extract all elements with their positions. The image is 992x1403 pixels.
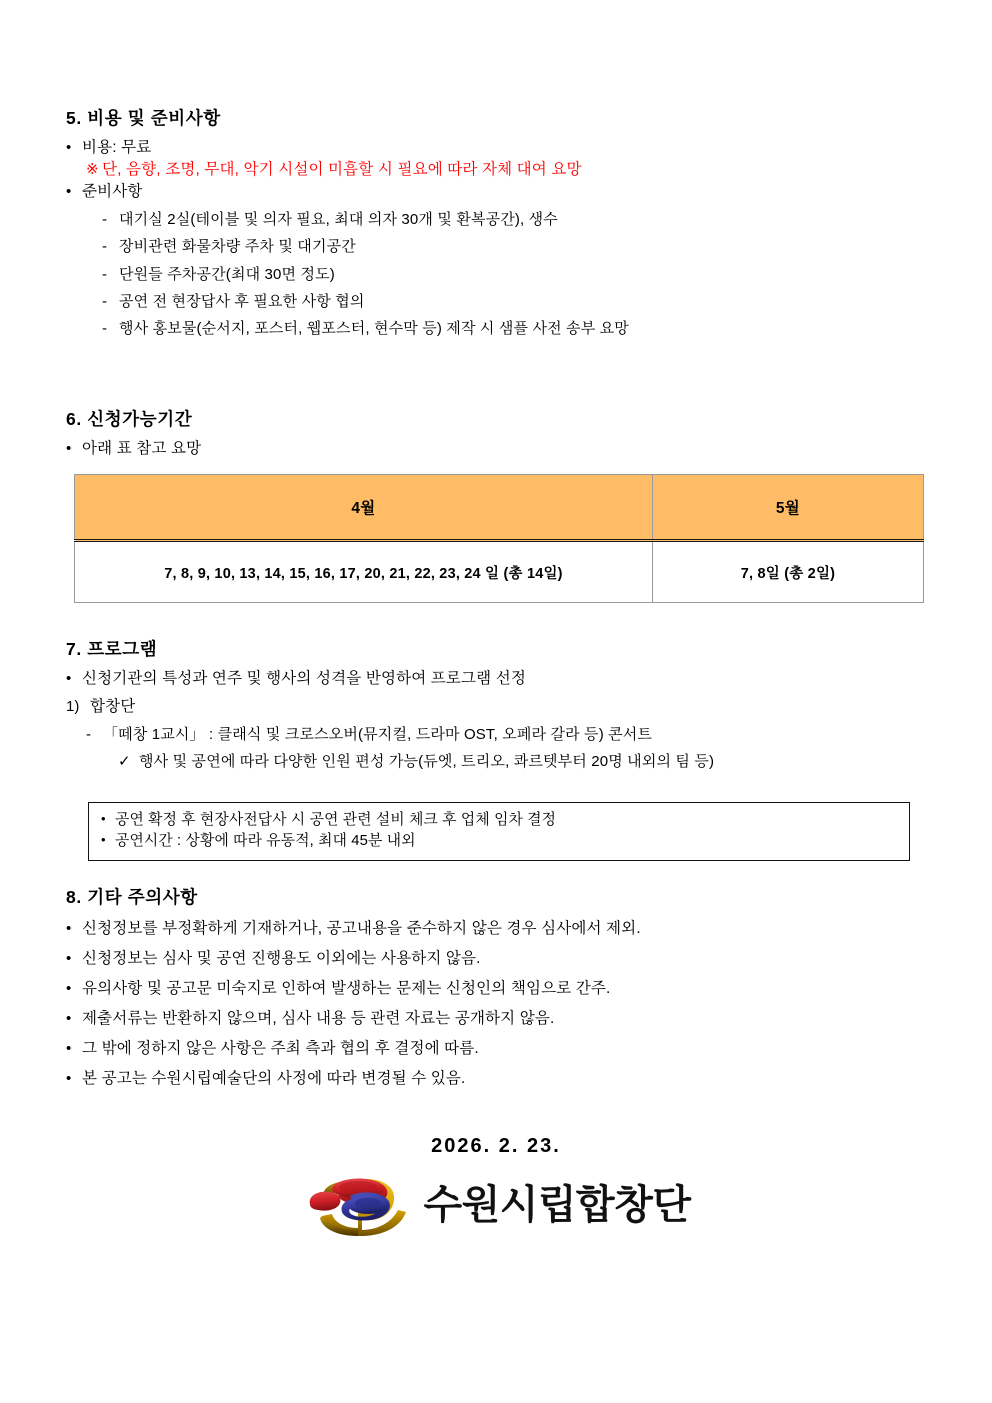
organization-signature — [0, 1172, 992, 1238]
section-8-item — [66, 918, 946, 940]
section-7-note-box — [88, 802, 910, 861]
section-5-heading: 5. 비용 및 준비사항 — [66, 108, 221, 128]
section-8-item-text: 그 밖에 정하지 않은 사항은 주최 측과 협의 후 결정에 따름. — [82, 1040, 479, 1057]
section-8-heading: 8. 기타 주의사항 — [66, 887, 198, 907]
section-8-item-text: 본 공고는 수원시립예술단의 사정에 따라 변경될 수 있음. — [82, 1070, 466, 1087]
bullet-marker: • — [66, 920, 72, 937]
section-5-item — [66, 181, 926, 203]
section-8-item — [66, 948, 946, 970]
dash-marker: - — [86, 726, 91, 743]
section-5-subitem — [102, 318, 926, 339]
section-5-item-text: 준비사항 — [82, 183, 143, 200]
bullet-marker: • — [66, 183, 72, 200]
section-5-subitem — [102, 236, 926, 257]
bullet-marker: • — [66, 1040, 72, 1057]
table-header-row — [75, 475, 924, 541]
section-5-subitem — [102, 209, 926, 230]
application-period-table — [74, 474, 924, 603]
section-5-item — [66, 137, 926, 159]
note-box-item-text: 공연 확정 후 현장사전답사 시 공연 관련 설비 체크 후 업체 임차 결정 — [115, 812, 557, 828]
dash-marker: - — [102, 211, 107, 228]
section-6 — [66, 409, 926, 460]
section-8-item-text: 유의사항 및 공고문 미숙지로 인하여 발생하는 문제는 신청인의 책임으로 간주. — [82, 980, 611, 997]
section-5-subitem-text: 장비관련 화물차량 주차 및 대기공간 — [119, 238, 356, 256]
section-5 — [66, 108, 926, 339]
section-6-item-text: 아래 표 참고 요망 — [82, 440, 202, 457]
section-8-item-text: 신청정보를 부정확하게 기재하거나, 공고내용을 준수하지 않은 경우 심사에서 제외. — [82, 920, 641, 937]
bullet-marker: • — [66, 950, 72, 967]
section-7-subitem — [86, 724, 946, 745]
section-5-subitem-text: 대기실 2실(테이블 및 의자 필요, 최대 의자 30개 및 환복공간), 생수 — [119, 211, 558, 228]
bullet-marker: • — [66, 440, 72, 457]
document-footer — [0, 1135, 992, 1238]
section-5-note-text: 단, 음향, 조명, 무대, 악기 시설이 미흡할 시 필요에 따라 자체 대여 요망 — [102, 161, 582, 178]
check-mark-icon: ✓ — [118, 753, 131, 771]
suwon-civic-chorale-logo-icon — [302, 1172, 414, 1238]
bullet-marker: • — [66, 980, 72, 997]
dash-marker: - — [102, 292, 107, 310]
bullet-marker: • — [66, 1070, 72, 1087]
section-5-subitem — [102, 291, 926, 312]
bullet-marker: • — [66, 139, 72, 156]
section-8-item — [66, 1008, 946, 1030]
section-5-subitem-text: 단원들 주차공간(최대 30면 정도) — [119, 265, 335, 283]
section-5-note — [86, 159, 926, 181]
dash-marker: - — [102, 238, 107, 256]
table-header — [75, 475, 924, 541]
section-5-item-text: 비용: 무료 — [82, 139, 152, 156]
section-8-item-text: 제출서류는 반환하지 않으며, 심사 내용 등 관련 자료는 공개하지 않음. — [82, 1010, 555, 1027]
dash-marker: - — [102, 320, 107, 338]
note-box-item — [101, 831, 899, 852]
table-header-april: 4월 — [75, 475, 653, 541]
table-row — [75, 541, 924, 603]
section-8-item — [66, 1038, 946, 1060]
section-7 — [66, 639, 946, 773]
table-cell-april-days: 7, 8, 9, 10, 13, 14, 15, 16, 17, 20, 21, 22, 23, 24 일 (총 14일) — [75, 541, 653, 603]
section-7-checkitem — [118, 751, 946, 772]
application-period-table-wrapper — [74, 474, 917, 603]
section-7-subitem-text: 「떼창 1교시」 : 클래식 및 크로스오버(뮤지컬, 드라마 OST, 오페라 갈라 등) 콘서트 — [103, 726, 653, 743]
number-marker: 1) — [66, 698, 80, 715]
section-5-subitem-text: 행사 홍보물(순서지, 포스터, 웹포스터, 현수막 등) 제작 시 샘플 사전 송부 요망 — [119, 320, 629, 338]
issue-date: 2026. 2. 23. — [431, 1135, 561, 1157]
section-8 — [66, 887, 946, 1090]
section-7-numbered-item-text: 합창단 — [90, 698, 136, 715]
section-7-checkitem-text: 행사 및 공연에 따라 다양한 인원 편성 가능(듀엣, 트리오, 콰르텟부터 20명 내외의 팀 등) — [139, 753, 715, 771]
section-7-heading: 7. 프로그램 — [66, 639, 158, 659]
section-6-heading: 6. 신청가능기간 — [66, 409, 193, 429]
section-8-item-text: 신청정보는 심사 및 공연 진행용도 이외에는 사용하지 않음. — [82, 950, 481, 967]
note-box-item — [101, 810, 899, 831]
dash-marker: - — [102, 265, 107, 283]
bullet-marker: • — [66, 670, 72, 687]
section-7-numbered-item — [66, 696, 946, 718]
table-cell-may-days: 7, 8일 (총 2일) — [653, 541, 924, 603]
table-header-may: 5월 — [653, 475, 924, 541]
organization-name: 수원시립합창단 — [423, 1183, 691, 1227]
section-7-note-box-wrapper — [88, 802, 910, 861]
section-7-item — [66, 668, 946, 690]
section-5-subitem-text: 공연 전 현장답사 후 필요한 사항 협의 — [119, 292, 365, 310]
note-box-item-text: 공연시간 : 상황에 따라 유동적, 최대 45분 내외 — [115, 833, 416, 849]
section-8-item — [66, 1068, 946, 1090]
section-6-item — [66, 438, 926, 460]
bullet-marker: • — [101, 811, 106, 826]
bullet-marker: • — [101, 832, 106, 847]
table-body — [75, 541, 924, 603]
section-8-item — [66, 978, 946, 1000]
bullet-marker: • — [66, 1010, 72, 1027]
section-5-subitem — [102, 264, 926, 285]
reference-mark-icon: ※ — [86, 161, 99, 178]
section-7-item-text: 신청기관의 특성과 연주 및 행사의 성격을 반영하여 프로그램 선정 — [82, 670, 526, 687]
